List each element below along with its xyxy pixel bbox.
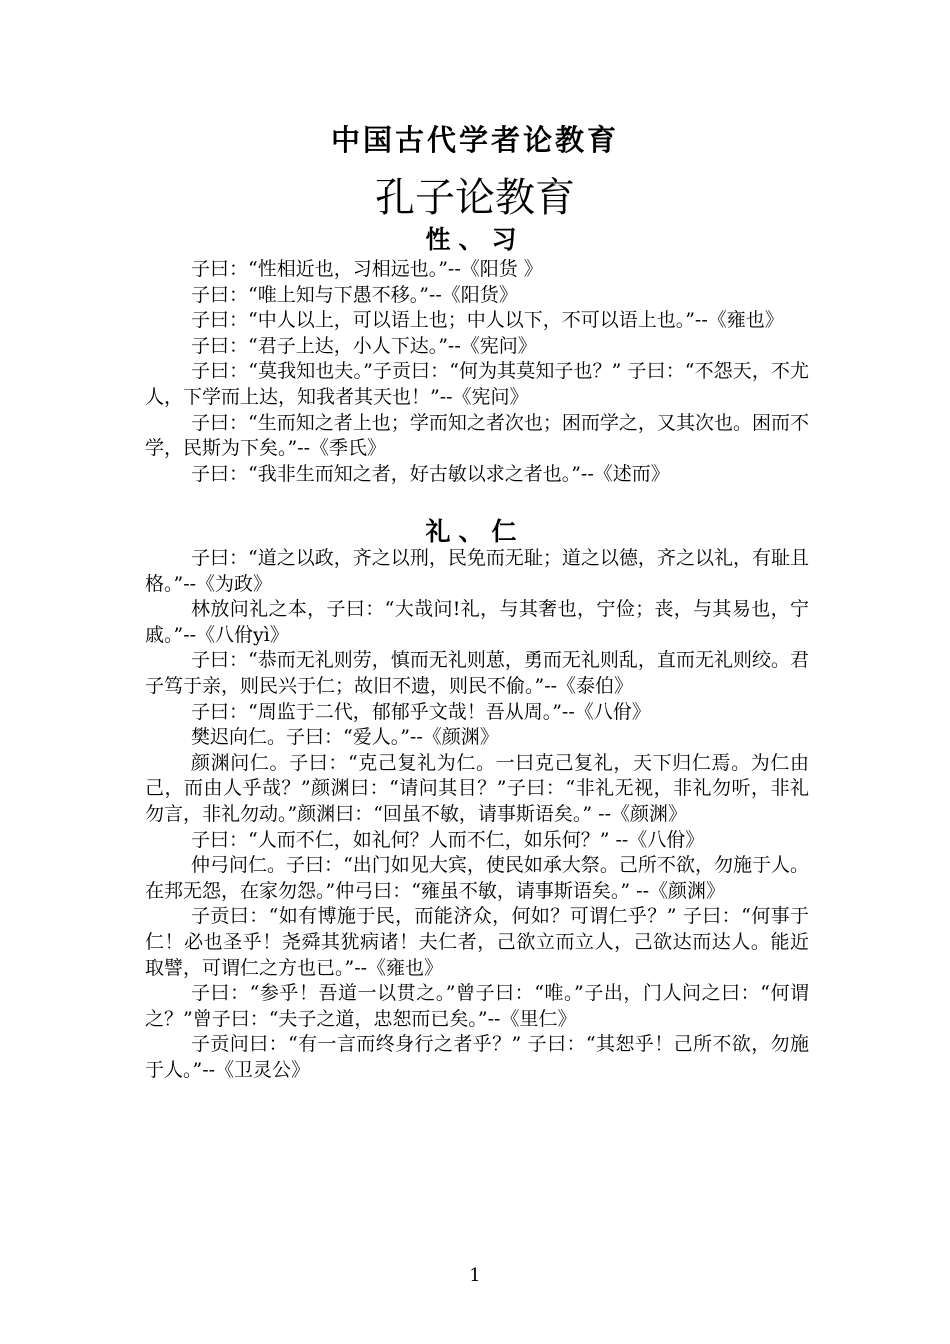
paragraph: 子曰：“生而知之者上也；学而知之者次也；困而学之，又其次也。困而不学，民斯为下矣。”--《季氏》 [145, 411, 809, 460]
paragraph: 子曰：“性相近也，习相远也。”--《阳货 》 [191, 258, 543, 280]
paragraph: 子曰：“人而不仁，如礼何？人而不仁，如乐何？” --《八佾》 [191, 828, 705, 851]
paragraph: 子曰：“唯上知与下愚不移。”--《阳货》 [191, 283, 518, 306]
paragraph: 林放问礼之本，子曰：“大哉问!礼，与其奢也，宁俭；丧，与其易也，宁戚。”--《八佾yì》 [145, 598, 809, 646]
paragraph: 子曰：“我非生而知之者，好古敏以求之者也。”--《述而》 [191, 462, 670, 485]
paragraph: 子贡问曰：“有一言而终身行之者乎？” 子曰：“其恕乎！己所不欲，勿施于人。”--《卫灵公》 [145, 1033, 809, 1081]
page-number: 1 [469, 1265, 481, 1286]
section-heading-rites-benevolence: 礼、仁 [425, 517, 525, 546]
paragraph: 仲弓问仁。子曰：“出门如见大宾，使民如承大祭。己所不欲，勿施于人。在邦无怨，在家勿怨。”仲弓曰：“雍虽不敏，请事斯语矣。” --《颜渊》 [145, 854, 809, 902]
paragraph: 子曰：“周监于二代，郁郁乎文哉！吾从周。”--《八佾》 [191, 700, 651, 723]
section-body-rites-benevolence [145, 546, 809, 1083]
paragraph: 子曰：“中人以上，可以语上也；中人以下，不可以语上也。”--《雍也》 [191, 309, 784, 332]
paragraph: 子曰：“道之以政，齐之以刑，民免而无耻；道之以德，齐之以礼，有耻且格。”--《为政》 [145, 547, 809, 595]
paragraph: 子曰：“恭而无礼则劳，慎而无礼则葸，勇而无礼则乱，直而无礼则绞。君子笃于亲，则民兴于仁；故旧不遗，则民不偷。”--《泰伯》 [145, 649, 809, 697]
paragraph: 樊迟向仁。子曰：“爱人。”--《颜渊》 [191, 726, 499, 749]
paragraph: 子贡曰：“如有博施于民，而能济众，何如？可谓仁乎？” 子曰：“何事于仁！必也圣乎！尧舜其犹病诸！夫仁者，己欲立而立人，己欲达而达人。能近取譬，可谓仁之方也已。”--《雍也》 [145, 905, 809, 979]
section-heading-nature-habit: 性、习 [425, 225, 525, 254]
document-title: 中国古代学者论教育 [330, 123, 619, 157]
paragraph: 子曰：“参乎！吾道一以贯之。”曾子曰：“唯。”子出，门人问之曰：“何谓之？”曾子曰：“夫子之道，忠恕而已矣。”--《里仁》 [145, 982, 809, 1030]
paragraph: 子曰：“莫我知也夫。”子贡曰：“何为其莫知子也？” 子曰：“不怨天，不尤人，下学而上达，知我者其天也！”--《宪问》 [145, 360, 809, 408]
paragraph: 颜渊问仁。子曰：“克己复礼为仁。一曰克己复礼，天下归仁焉。为仁由己，而由人乎哉？”颜渊曰：“请问其目？”子曰：“非礼无视，非礼勿听，非礼勿言，非礼勿动。”颜渊曰：“回虽不敏，请事斯语矣。” --《颜渊》 [145, 751, 809, 825]
document-subtitle: 孔子论教育 [375, 175, 575, 221]
section-body-nature-habit [145, 257, 809, 487]
paragraph: 子曰：“君子上达，小人下达。”--《宪问》 [191, 334, 537, 357]
